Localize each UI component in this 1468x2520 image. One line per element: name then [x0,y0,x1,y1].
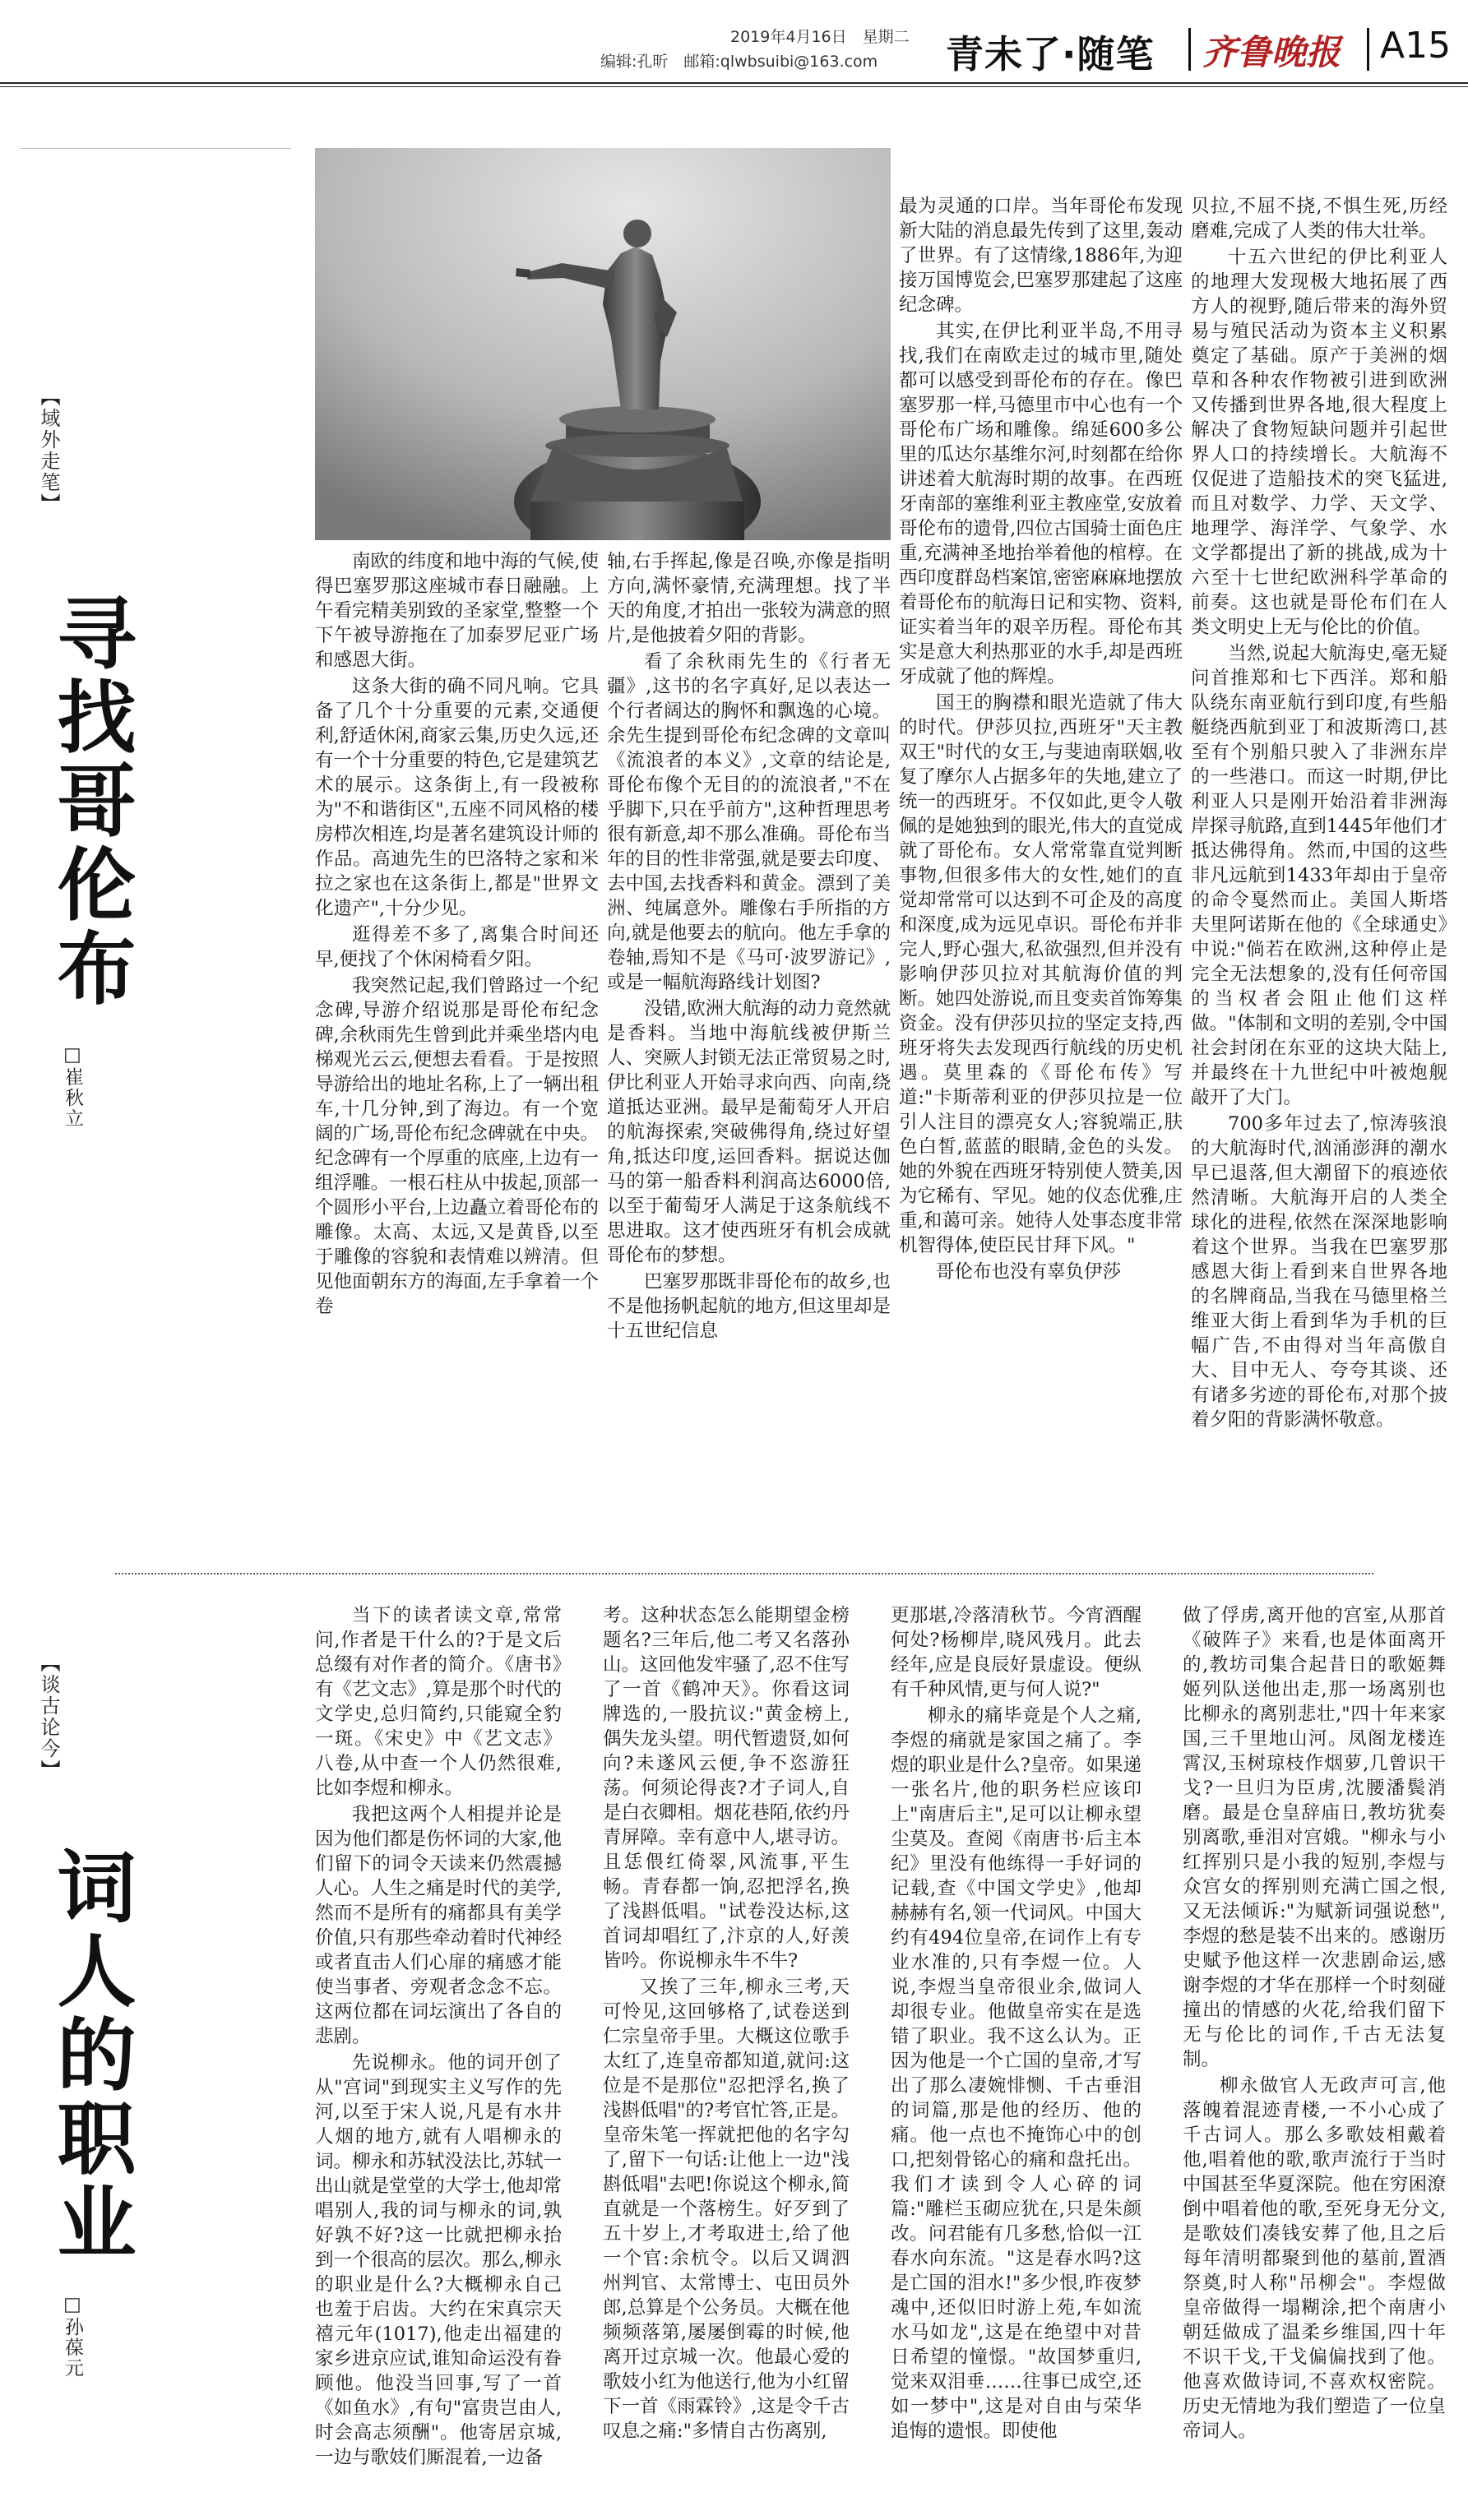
header-rule [0,82,1468,84]
paragraph: 哥伦布也没有辜负伊莎 [936,1261,1122,1283]
paragraph: 轴,右手挥起,像是召唤,亦像是指明方向,满怀豪情,充满理想。找了半天的角度,才拍出一张较为满意的照片,是他披着夕阳的背影。 [607,551,891,646]
paragraph: 做了俘虏,离开他的宫室,从那首《破阵子》来看,也是体面离开的,教坊司集合起昔日的歌姬舞姬列队送他出走,那一场离别也比柳永的离别悲壮,"四十年来家国,三千里地山河。凤阁龙楼连霄汉,玉树琼枝作烟萝,几曾识干戈?一旦归为臣虏,沈腰潘鬓消磨。最是仓皇辞庙日,教坊犹奏别离歌,垂泪对宫娥。"柳永与小红挥别只是小我的短别,李煜与众宫女的挥别则充满亡国之恨,又无法倾诉:"为赋新词强说愁",李煜的愁是装不出来的。感谢历史赋予他这样一次悲剧命运,感谢李煜的才华在那样一个时刻碰撞出的情感的火花,给我们留下无与伦比的词作,千古无法复制。 [1183,1605,1446,2070]
paragraph: 700多年过去了,惊涛骇浪的大航海时代,汹涌澎湃的潮水早已退落,但大潮留下的痕迹依然清晰。大航海开启的人类全球化的进程,依然在深深地影响着这个世界。当我在巴塞罗那感恩大街上看到来自世界各地的名牌商品,当我在马德里格兰维亚大街上看到华为手机的巨幅广告,不由得对当年高傲自大、目中无人、夸夸其谈、还有诸多劣迹的哥伦布,对那个披着夕阳的背影满怀敬意。 [1191,1113,1447,1431]
paragraph: 我突然记起,我们曾路过一个纪念碑,导游介绍说那是哥伦布纪念碑,余秋雨先生曾到此并乘坐塔内电梯观光云云,便想去看看。于是按照导游给出的地址名称,上了一辆出租车,十几分钟,到了海边。有一个宽阔的广场,哥伦布纪念碑就在中央。纪念碑有一个厚重的底座,上边有一组浮雕。一根石柱从中拔起,顶部一个圆形小平台,上边矗立着哥伦布的雕像。太高、太远,又是黄昏,以至于雕像的容貌和表情难以辨清。但见他面朝东方的海面,左手拿着一个卷 [315,975,599,1317]
paragraph: 柳永做官人无政声可言,他落魄着混迹青楼,一不小心成了千古词人。那么多歌妓相戴着他,唱着他的歌,歌声流行于当时中国甚至华夏深院。他在穷困潦倒中唱着他的歌,至死身无分文,是歌妓们凑钱安葬了他,且之后每年清明都聚到他的墓前,置酒祭奠,时人称"吊柳会"。李煜做皇帝做得一塌糊涂,把个南唐小朝廷做成了温柔乡维国,四十年不识干戈,干戈偏偏找到了他。他喜欢做诗词,不喜欢权密院。历史无情地为我们塑造了一位皇帝词人。 [1183,2075,1446,2442]
paragraph: 考。这种状态怎么能期望金榜题名?三年后,他二考又名落孙山。这回他发牢骚了,忍不住写了一首《鹤冲天》。你看这词牌选的,一股抗议:"黄金榜上,偶失龙头望。明代暂遗贤,如何向?未遂风云便,争不恣游狂荡。何须论得丧?才子词人,自是白衣卿相。烟花巷陌,依约丹青屏障。幸有意中人,堪寻访。且恁偎红倚翠,风流事,平生畅。青春都一饷,忍把浮名,换了浅斟低唱。"试卷没达标,这首词却唱红了,汴京的人,好羡皆吟。你说柳永牛不牛? [603,1605,850,1972]
paragraph: 我把这两个人相提并论是因为他们都是伤怀词的大家,他们留下的词令天读来仍然震撼人心。人生之痛是时代的美学,然而不是所有的痛都具有美学价值,只有那些牵动着时代神经或者直击人们心扉的痛感才能使当事者、旁观者念念不忘。这两位都在词坛演出了各自的悲剧。 [315,1804,562,2047]
paragraph: 更那堪,冷落清秋节。今宵酒醒何处?杨柳岸,晓风残月。此去经年,应是良辰好景虚设。便纵有千种风情,更与何人说?" [891,1605,1142,1700]
masthead [0,0,1468,82]
paragraph: 柳永的痛毕竟是个人之痛,李煜的痛就是家国之痛了。李煜的职业是什么?皇帝。如果递一张名片,他的职务栏应该印上"南唐后主",足可以让柳永望尘莫及。查阅《南唐书·后主本纪》里没有他练得一手好词的记载,查《中国文学史》,他却赫赫有名,领一代词风。中国大约有494位皇帝,在词作上有专业水准的,只有李煜一位。人说,李煜当皇帝很业余,做词人却很专业。他做皇帝实在是选错了职业。我不这么认为。正因为他是一个亡国的皇帝,才写出了那么凄婉悱恻、千古垂泪的词篇,那是他的经历、他的痛。他一点也不掩饰心中的创口,把刻骨铭心的痛和盘托出。我们才读到令人心碎的词篇:"雕栏玉砌应犹在,只是朱颜改。问君能有几多愁,恰似一江春水向东流。"这是春水吗?这是亡国的泪水!"多少恨,昨夜梦魂中,还似旧时游上苑,车如流水马如龙",这是在绝望中对昔日希望的憧憬。"故国梦重归,觉来双泪垂……往事已成空,还如一梦中",这是对自由与荣华追悔的遗恨。即使他 [891,1705,1142,2442]
paragraph: 贝拉,不屈不挠,不惧生死,历经磨难,完成了人类的伟大壮举。 [1191,196,1447,242]
header-divider [1188,28,1191,71]
paragraph: 先说柳永。他的词开创了从"宫词"到现实主义写作的先河,以至于宋人说,凡是有水井人烟的地方,就有人唱柳永的词。柳永和苏轼没法比,苏轼一出山就是堂堂的大学士,他却常唱别人,我的词与柳永的词,孰好孰不好?这一比就把柳永抬到一个很高的层次。那么,柳永的职业是什么?大概柳永自己也羞于启齿。大约在宋真宗天禧元年(1017),他走出福建的家乡进京应试,谁知命运没有眷顾他。他没当回事,写了一首《如鱼水》,有句"富贵岂由人,时会高志须酬"。他寄居京城,一边与歌妓们厮混着,一边备 [315,2052,562,2468]
article-column [1183,1603,1446,2508]
byline: □孙葆元 [62,2294,83,2379]
article-top-border [20,148,291,149]
article-column [315,1603,562,2508]
section-title: 青未了·随笔 [946,32,1155,76]
byline: □崔秋立 [62,1044,83,1129]
paragraph: 国王的胸襟和眼光造就了伟大的时代。伊莎贝拉,西班牙"天主教双王"时代的女王,与斐迪南联姻,收复了摩尔人占据多年的失地,建立了统一的西班牙。不仅如此,更令人敬佩的是她独到的眼光,伟大的直觉成就了哥伦布。女人常常靠直觉判断事物,但很多伟大的女性,她们的直觉却常常可以达到不可企及的高度和深度,成为远见卓识。哥伦布并非完人,野心强大,私欲强烈,但并没有影响伊莎贝拉对其航海价值的判断。她四处游说,而且变卖首饰筹集资金。没有伊莎贝拉的坚定支持,西班牙将失去发现西行航线的历史机遇。莫里森的《哥伦布传》写道:"卡斯蒂利亚的伊莎贝拉是一位引人注目的漂亮女人;容貌端正,肤色白皙,蓝蓝的眼睛,金色的头发。她的外貌在西班牙特别使人赞美,因为它稀有、罕见。她的仪态优雅,庄重,和蔼可亲。她待人处事态度非常机智得体,使臣民甘拜下风。" [899,692,1183,1256]
paragraph: 十五六世纪的伊比利亚人的地理大发现极大地拓展了西方人的视野,随后带来的海外贸易与殖民活动为资本主义积累奠定了基础。原产于美洲的烟草和各种农作物被引进到欧洲又传播到世界各地,很大程度上解决了食物短缺问题并引起世界人口的持续增长。大航海不仅促进了造船技术的突飞猛进,而且对数学、力学、天文学、地理学、海洋学、气象学、水文学都提出了新的挑战,成为十六至十七世纪欧洲科学革命的前奏。这也就是哥伦布们在人类文明史上无与伦比的价值。 [1191,247,1447,638]
article-headline: 词人的职业 [44,1846,137,2265]
paragraph: 南欧的纬度和地中海的气候,使得巴塞罗那这座城市春日融融。上午看完精美别致的圣家堂,整整一个下午被导游拖在了加泰罗尼亚广场和感恩大街。 [315,551,599,671]
paragraph: 没错,欧洲大航海的动力竟然就是香料。当地中海航线被伊斯兰人、突厥人封锁无法正常贸易之时,伊比利亚人开始寻求向西、向南,绕道抵达亚洲。最早是葡萄牙人开启的航海探索,突破佛得角,绕过好望角,抵达印度,运回香料。据说达伽马的第一船香料利润高达6000倍,以至于葡萄牙人满足于这条航线不思进取。这才使西班牙有机会成就哥伦布的梦想。 [607,998,891,1266]
paragraph: 这条大街的确不同凡响。它具备了几个十分重要的元素,交通便利,舒适休闲,商家云集,历史久远,还有一个十分重要的特色,它是建筑艺术的展示。这条街上,有一段被称为"不和谐街区",五座不同风格的楼房栉次相连,均是著名建筑设计师的作品。高迪先生的巴洛特之家和米拉之家也在这条街上,都是"世界文化遗产",十分少见。 [315,676,599,919]
header-rule [0,86,1468,87]
article-divider [115,1573,1373,1574]
page-number: A15 [1380,25,1452,67]
header-divider [1367,28,1369,71]
newspaper-logo: 齐鲁晚报 [1202,32,1341,72]
article-column [1191,194,1447,1559]
paragraph: 逛得差不多了,离集合时间还早,便找了个休闲椅看夕阳。 [315,924,599,970]
paragraph: 其实,在伊比利亚半岛,不用寻找,我们在南欧走过的城市里,随处都可以感受到哥伦布的存在。像巴塞罗那一样,马德里市中心也有一个哥伦布广场和雕像。绵延600多公里的瓜达尔基维尔河,时刻都在给你讲述着大航海时期的故事。在西班牙南部的塞维利亚主教座堂,安放着哥伦布的遗骨,四位古国骑士面色庄重,充满神圣地抬举着他的棺椁。在西印度群岛档案馆,密密麻麻地摆放着哥伦布的航海日记和实物、资料,证实着当年的艰辛历程。哥伦布其实是意大利热那亚的水手,却是西班牙成就了他的辉煌。 [899,321,1183,687]
editor-line: 编辑:孔昕 邮箱:qlwbsuibi@163.com [600,53,878,71]
statue-photo [315,148,891,540]
article-column [315,549,599,1559]
article-column [607,549,891,1559]
paragraph: 当下的读者读文章,常常问,作者是干什么的?于是文后总缀有对作者的简介。《唐书》有《艺文志》,算是那个时代的文学史,总归简约,只能窥全豹一斑。《宋史》中《艺文志》八卷,从中查一个人仍然很难,比如李煜和柳永。 [315,1605,562,1799]
paragraph: 巴塞罗那既非哥伦布的故乡,也不是他扬帆起航的地方,但这里却是十五世纪信息 [607,1271,891,1342]
article-headline: 寻找哥伦布 [44,592,137,1011]
paragraph: 当然,说起大航海史,毫无疑问首推郑和七下西洋。郑和船队绕东南亚航行到印度,有些船艇绕西航到亚丁和波斯湾口,甚至有个别船只驶入了非洲东岸的一些港口。而这一时期,伊比利亚人只是刚开始沿着非洲海岸探寻航路,直到1445年他们才抵达佛得角。然而,中国的这些非凡远航到1433年却由于皇帝的命令戛然而止。美国人斯塔夫里阿诺斯在他的《全球通史》中说:"倘若在欧洲,这种停止是完全无法想象的,没有任何帝国的当权者会阻止他们这样做。"体制和文明的差别,令中国社会封闭在东亚的这块大陆上,并最终在十九世纪中叶被炮舰敲开了大门。 [1191,643,1447,1108]
article-column [603,1603,850,2508]
issue-date: 2019年4月16日 星期二 [730,28,910,46]
paragraph: 最为灵通的口岸。当年哥伦布发现新大陆的消息最先传到了这里,轰动了世界。有了这情缘,1886年,为迎接万国博览会,巴塞罗那建起了这座纪念碑。 [899,196,1183,316]
column-tag: 【域外走笔】 [37,386,60,515]
article-column [891,1603,1142,2508]
column-tag: 【谈古论今】 [37,1653,60,1781]
paragraph: 看了余秋雨先生的《行者无疆》,这书的名字真好,足以表达一个行者阔达的胸怀和飘逸的心境。余先生提到哥伦布纪念碑的文章叫《流浪者的本义》,文章的结论是,哥伦布像个无目的的流浪者,"不在乎脚下,只在乎前方",这种哲理思考很有新意,却不那么准确。哥伦布当年的目的性非常强,就是要去印度、去中国,去找香料和黄金。漂到了美洲、纯属意外。雕像右手所指的方向,就是他要去的航向。他左手拿的卷轴,焉知不是《马可·波罗游记》,或是一幅航海路线计划图? [607,651,891,993]
article-column [899,194,1183,1559]
paragraph: 又挨了三年,柳永三考,天可怜见,这回够格了,试卷送到仁宗皇帝手里。大概这位歌手太红了,连皇帝都知道,就问:这位是不是那位"忍把浮名,换了浅斟低唱"的?考官忙答,正是。皇帝朱笔一挥就把他的名字勾了,留下一句话:让他上一边"浅斟低唱"去吧!你说这个柳永,简直就是一个落榜生。好歹到了五十岁上,才考取进士,给了他一个官:余杭令。以后又调泗州判官、太常博士、屯田员外郎,总算是个公务员。大概在他频频落第,屡屡倒霉的时候,他离开过京城一次。他最心爱的歌妓小红为他送行,他为小红留下一首《雨霖铃》,这是令千古叹息之痛:"多情自古伤离别, [603,1977,850,2442]
